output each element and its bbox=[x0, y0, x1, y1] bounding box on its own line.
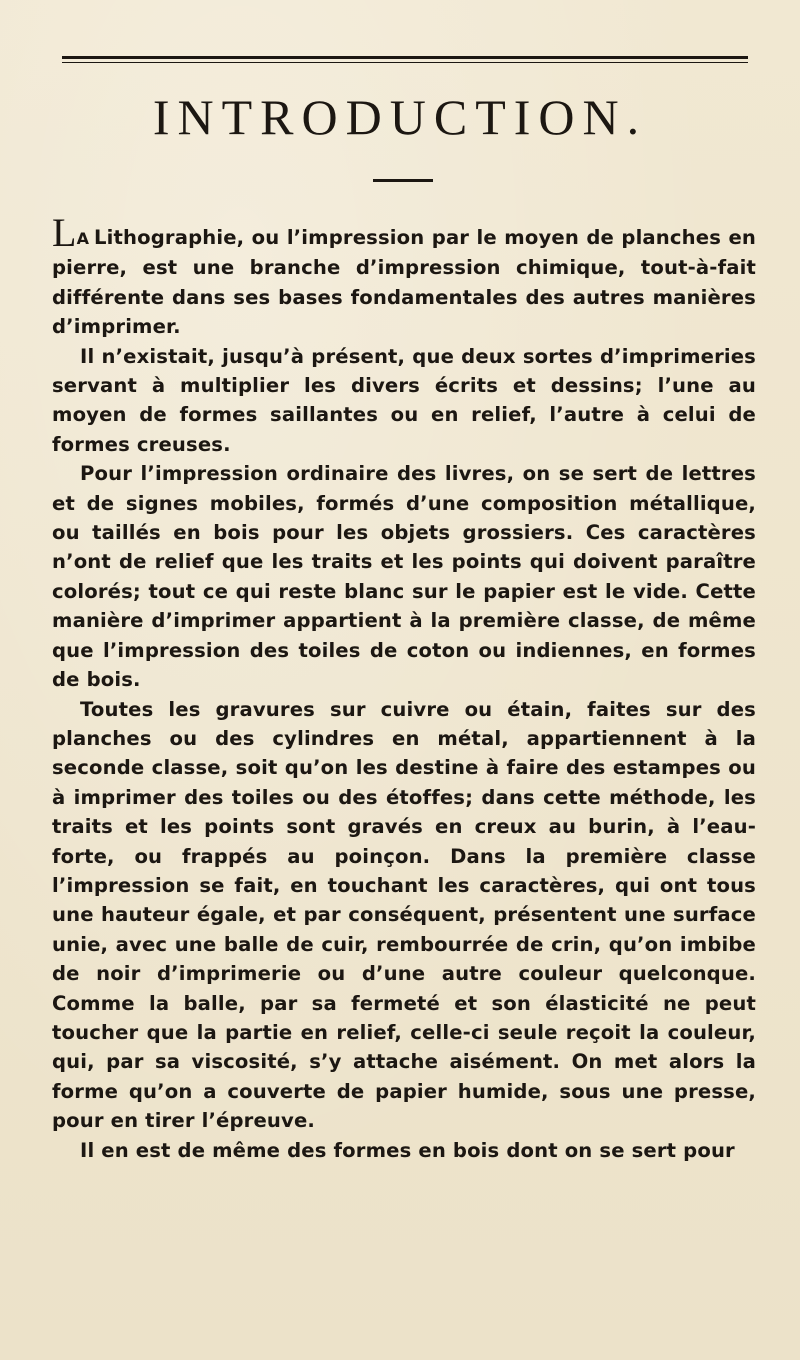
paragraph-2: Il n’existait, jusqu’à présent, que deux sortes d’imprimeries servant à multiplier les divers écrits et dessins; l’une au moyen de formes saillantes ou en relief, l’autre à celui de formes creuses. bbox=[52, 344, 756, 456]
paragraph-4: Toutes les gravures sur cuivre ou étain, faites sur des planches ou des cylindres en métal, appartiennent à la seconde classe, soit qu’on les destine à faire des estampes ou à imprimer des toiles ou des étoffes; dans cette méthode, les traits et les points sont gravés en creux au burin, à l’eau-forte, ou frappés au poinçon. Dans la première classe l’impression se fait, en touchant les caractères, qui ont tous une hauteur égale, et par conséquent, présentent une surface unie, avec une balle de cuir, rembourrée de crin, qu’on imbibe de noir d’imprimerie ou d’une autre couleur quelconque. Comme la balle, par sa fermeté et son élasticité ne peut toucher que la partie en relief, celle-ci seule reçoit la couleur, qui, par sa viscosité, s’y attache aisément. On met alors la forme qu’on a couverte de papier humide, sous une presse, pour en tirer l’épreuve. bbox=[52, 697, 756, 1133]
paragraph-3: Pour l’impression ordinaire des livres, on se sert de lettres et de signes mobiles, formés d’une composition métallique, ou taillés en bois pour les objets grossiers. Ces caractères n’ont de relief que les traits et les points qui doivent paraître colorés; tout ce qui reste blanc sur le papier est le vide. Cette manière d’imprimer appartient à la première classe, de même que l’impression des toiles de coton ou indiennes, en formes de bois. bbox=[52, 462, 756, 692]
paragraph-1 bbox=[52, 210, 756, 342]
paragraph-5: Il en est de même des formes en bois dont on se sert pour bbox=[80, 1138, 735, 1162]
title-rule bbox=[373, 179, 433, 182]
paragraph-1-text: Lithographie, ou l’impression par le moyen de planches en pierre, est une branche d’impression chimique, tout-à-fait différente dans ses bases fondamentales des autres manières d’imprimer. bbox=[52, 226, 756, 339]
top-ornamental-rule bbox=[62, 56, 748, 59]
drop-cap-letter: L bbox=[52, 210, 77, 255]
body-text bbox=[52, 210, 756, 1165]
page-title: INTRODUCTION. bbox=[152, 89, 648, 145]
drop-cap-small-caps: A bbox=[76, 229, 90, 248]
